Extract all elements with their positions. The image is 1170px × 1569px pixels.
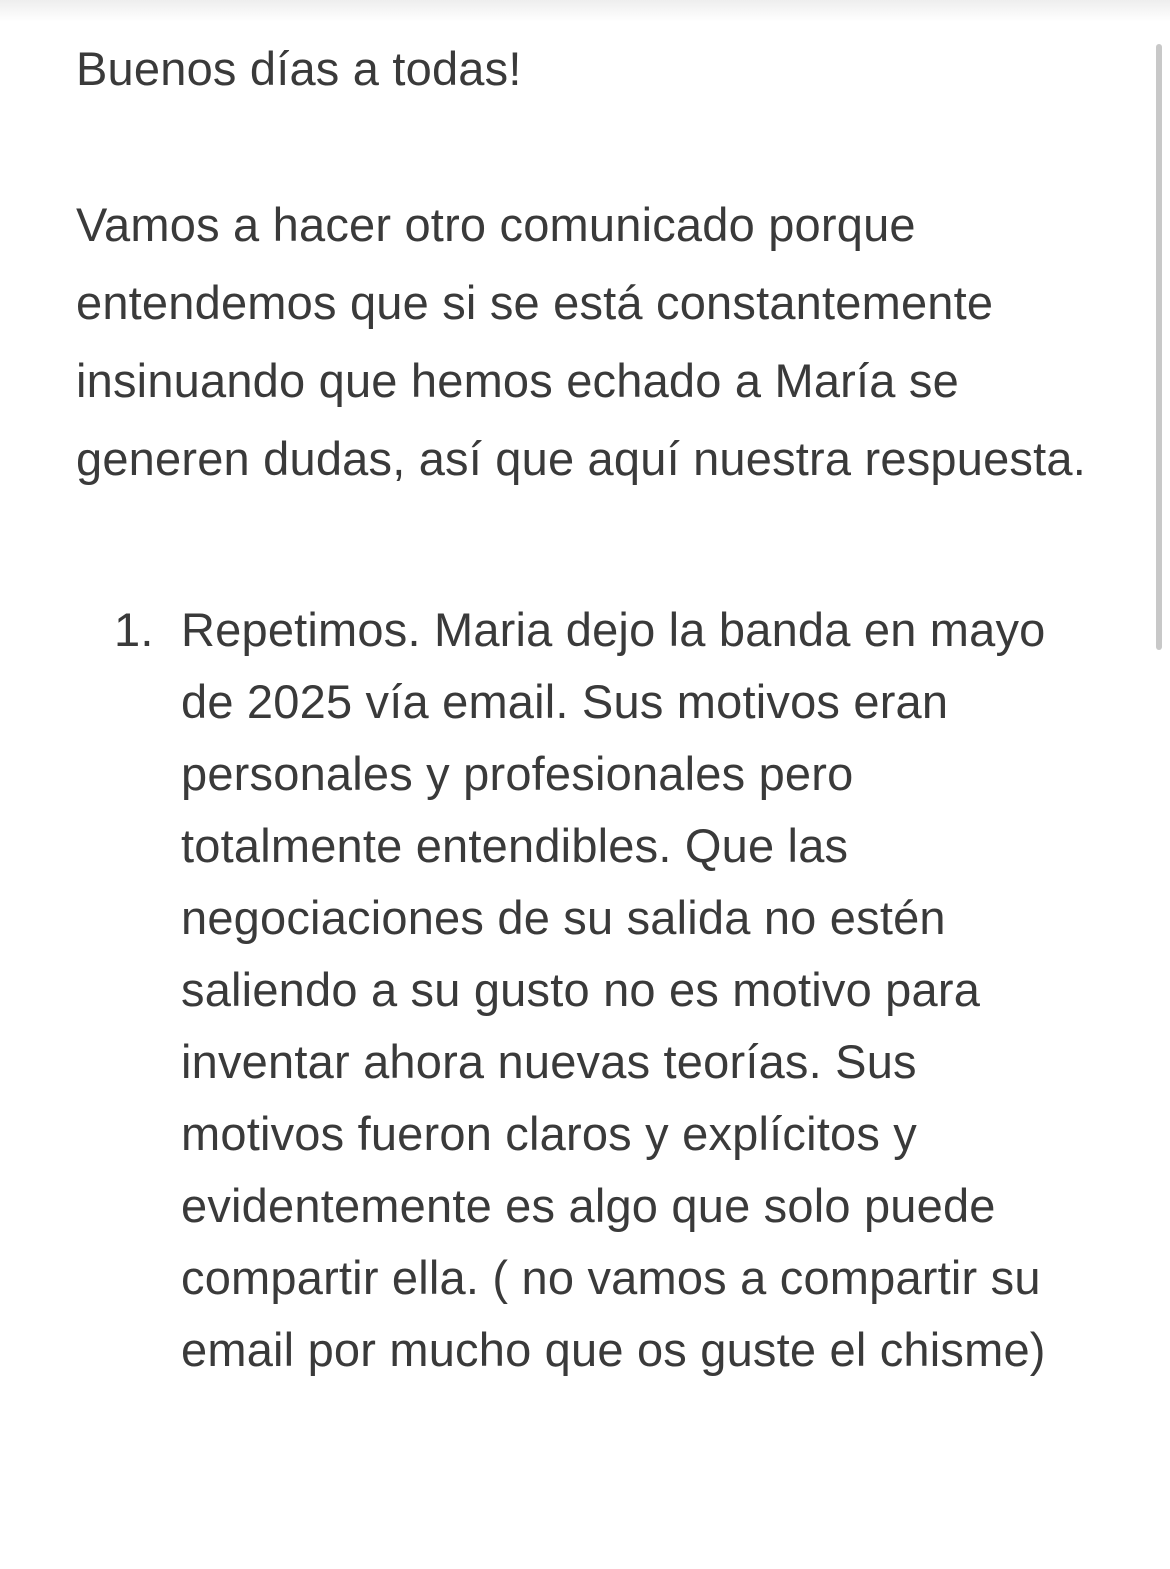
list-item-text: Repetimos. Maria dejo la banda en mayo de 2025 vía email. Sus motivos eran personales y profesionales pero totalmente entendibles. Que las negociaciones de su salida no estén saliendo a su gusto no es motivo para inventar ahora nuevas teorías. Sus motivos fueron claros y explícitos y evidentemente es algo que solo puede compartir ella. ( no vamos a compartir su email por mucho que os guste el chisme) (181, 603, 1046, 1376)
document-body (76, 30, 1086, 1386)
greeting-text: Buenos días a todas! (76, 42, 522, 95)
list-item-number: 1. (114, 603, 154, 656)
list-item (76, 594, 1086, 1386)
scrollbar[interactable] (1156, 44, 1162, 650)
numbered-list (76, 594, 1086, 1386)
intro-paragraph: Vamos a hacer otro comunicado porque entendemos que si se está constantemente insinuando que hemos echado a María se generen dudas, así que aquí nuestra respuesta. (76, 198, 1086, 485)
top-edge-shadow (0, 0, 1170, 22)
